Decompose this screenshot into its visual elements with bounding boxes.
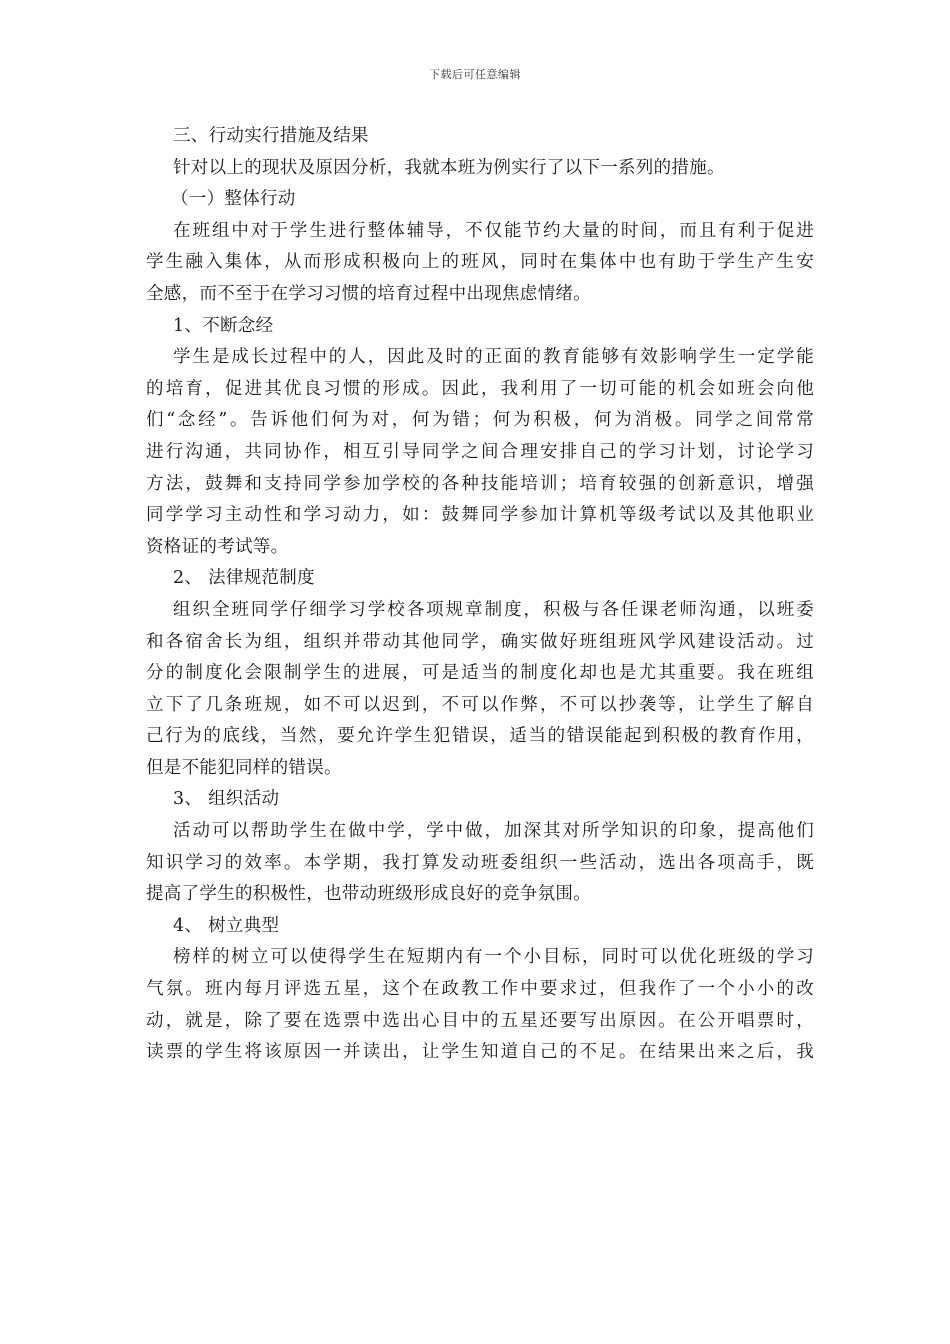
body-line: 己行为的底线，当然，要允许学生犯错误，适当的错误能起到积极的教育作用， [146, 726, 814, 747]
body-line: 同学学习主动性和学习动力，如：鼓舞同学参加计算机等级考试以及其他职业 [146, 505, 814, 526]
body-line: 们“念经”。告诉他们何为对，何为错；何为积极，何为消极。同学之间常常 [146, 410, 814, 431]
body-line: 全感，而不至于在学习习惯的培育过程中出现焦虑情绪。 [146, 283, 591, 304]
body-line: 方法，鼓舞和支持同学参加学校的各种技能培训；培育较强的创新意识，增强 [146, 473, 814, 494]
body-line: 进行沟通，共同协作，相互引导同学之间合理安排自己的学习计划，讨论学习 [146, 441, 814, 462]
body-line: 提高了学生的积极性，也带动班级形成良好的竞争氛围。 [146, 884, 591, 905]
body-line: 榜样的树立可以使得学生在短期内有一个小目标，同时可以优化班级的学习 [173, 947, 814, 968]
body-line: 但是不能犯同样的错误。 [146, 757, 342, 778]
body-line: 学生融入集体，从而形成积极向上的班风，同时在集体中也有助于学生产生安 [146, 252, 814, 273]
body-line: 资格证的考试等。 [146, 536, 289, 557]
body-line: 读票的学生将该原因一并读出，让学生知道自己的不足。在结果出来之后，我 [146, 1042, 814, 1063]
section-heading: 三、行动实行措施及结果 [173, 126, 369, 146]
body-line: 气氛。班内每月评选五星，这个在政教工作中要求过，但我作了一个小小的改 [146, 979, 814, 1000]
item-heading: 3、 组织活动 [173, 789, 280, 810]
body-line: 针对以上的现状及原因分析，我就本班为例实行了以下一系列的措施。 [173, 157, 725, 178]
body-line: 活动可以帮助学生在做中学，学中做，加深其对所学知识的印象，提高他们 [173, 821, 814, 842]
item-heading: 2、 法律规范制度 [173, 568, 315, 589]
body-line: 动，就是，除了要在选票中选出心目中的五星还要写出原因。在公开唱票时， [146, 1010, 814, 1031]
body-line: 在班组中对于学生进行整体辅导，不仅能节约大量的时间，而且有利于促进 [173, 220, 814, 241]
body-line: 知识学习的效率。本学期，我打算发动班委组织一些活动，选出各项高手，既 [146, 852, 814, 873]
item-heading: 1、不断念经 [173, 315, 274, 336]
body-line: 组织全班同学仔细学习学校各项规章制度，积极与各任课老师沟通，以班委 [173, 599, 814, 620]
body-line: 的培育，促进其优良习惯的形成。因此，我利用了一切可能的机会如班会向他 [146, 378, 814, 399]
item-heading: 4、 树立典型 [173, 915, 280, 936]
document-body [146, 121, 814, 1069]
body-line: 分的制度化会限制学生的进展，可是适当的制度化却也是尤其重要。我在班组 [146, 663, 814, 684]
header-note: 下载后可任意编辑 [429, 68, 521, 81]
subsection-heading: （一）整体行动 [171, 189, 296, 210]
body-line: 学生是成长过程中的人，因此及时的正面的教育能够有效影响学生一定学能 [173, 347, 814, 368]
body-line: 立下了几条班规，如不可以迟到，不可以作弊，不可以抄袭等，让学生了解自 [146, 694, 814, 715]
body-line: 和各宿舍长为组，组织并带动其他同学，确实做好班组班风学风建设活动。过 [146, 631, 814, 652]
